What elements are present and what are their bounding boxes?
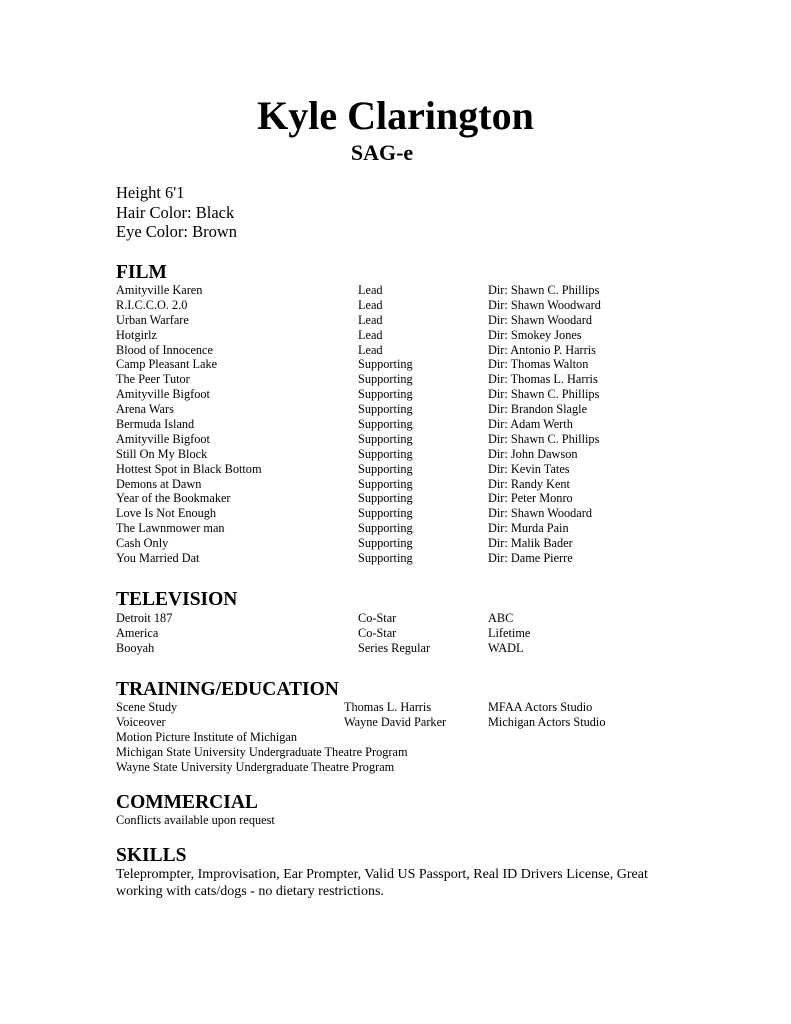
stat-hair-color: Hair Color: Black [116,202,235,222]
film-title: Bermuda Island [116,417,195,432]
union-status: SAG-e [350,140,414,165]
film-role: Supporting [358,431,413,446]
television-role: Co-Star [358,611,397,625]
film-title: Hottest Spot in Black Bottom [116,461,262,476]
television-heading: TELEVISION [116,589,238,610]
film-title: Amityville Karen [116,283,203,297]
television-title: America [116,625,159,640]
film-title: Hotgirlz [116,327,157,342]
film-role: Supporting [358,536,413,551]
film-director: Dir: Kevin Tates [488,461,570,476]
film-role: Supporting [358,506,413,521]
training-course: Voiceover [116,714,166,729]
television-role: Co-Star [358,625,397,640]
film-title: The Peer Tutor [116,372,190,387]
film-director: Dir: Malik Bader [488,536,573,551]
film-title: Camp Pleasant Lake [116,357,218,372]
film-role: Lead [358,312,383,327]
film-director: Dir: Antonio P. Harris [488,342,596,357]
training-heading: TRAINING/EDUCATION [116,679,339,700]
film-role: Supporting [358,551,413,566]
film-role: Supporting [358,446,413,461]
film-role: Supporting [358,417,413,432]
film-title: Year of the Bookmaker [116,491,231,506]
film-title: You Married Dat [116,551,200,566]
television-title: Booyah [116,640,155,655]
film-title: Amityville Bigfoot [116,431,210,446]
stat-height: Height 6'1 [116,183,185,202]
commercial-heading: COMMERCIAL [116,792,258,813]
television-role: Series Regular [358,640,431,655]
training-additional [116,730,408,775]
training-line: Wayne State University Undergraduate Theatre Program [116,759,395,774]
film-director: Dir: Shawn Woodard [488,506,592,521]
training-line: Michigan State University Undergraduate Theatre Program [116,744,408,759]
training-instructor: Wayne David Parker [344,714,447,729]
film-director: Dir: Shawn C. Phillips [488,387,600,402]
film-title: Love Is Not Enough [116,506,217,521]
film-role: Lead [358,283,383,297]
commercial-text: Conflicts available upon request [116,813,275,827]
film-title: R.I.C.C.O. 2.0 [116,297,188,312]
film-role: Lead [358,342,383,357]
skills-text: Teleprompter, Improvisation, Ear Prompter, Valid US Passport, Real ID Drivers License, Great working with cats/dogs - no dietary restrictions. [116,867,648,899]
film-role: Supporting [358,521,413,536]
television-network: ABC [488,611,514,625]
film-director: Dir: John Dawson [488,446,578,461]
film-title: Blood of Innocence [116,342,213,357]
film-heading: FILM [116,262,167,283]
film-role: Supporting [358,402,413,417]
film-director: Dir: Thomas L. Harris [488,372,598,387]
film-director: Dir: Thomas Walton [488,357,589,372]
film-role: Supporting [358,476,413,491]
film-director: Dir: Smokey Jones [488,327,582,342]
film-role: Supporting [358,491,413,506]
training-course: Scene Study [116,700,178,714]
training-instructor: Thomas L. Harris [344,700,432,714]
film-director: Dir: Shawn Woodward [488,297,601,312]
training-line: Motion Picture Institute of Michigan [116,730,298,744]
film-director: Dir: Shawn C. Phillips [488,283,600,297]
film-title: Urban Warfare [116,312,189,327]
film-director: Dir: Brandon Slagle [488,402,588,417]
film-role: Lead [358,297,383,312]
film-role: Supporting [358,372,413,387]
film-director: Dir: Dame Pierre [488,551,573,566]
film-director: Dir: Adam Werth [488,417,573,432]
film-director: Dir: Peter Monro [488,491,573,506]
film-title: Cash Only [116,536,169,551]
film-director: Dir: Shawn C. Phillips [488,431,600,446]
training-institution: Michigan Actors Studio [488,714,606,729]
television-network: WADL [488,640,524,655]
film-role: Supporting [358,461,413,476]
physical-stats [116,183,237,242]
film-role: Lead [358,327,383,342]
film-director: Dir: Murda Pain [488,521,569,536]
stat-eye-color: Eye Color: Brown [116,222,237,241]
film-director: Dir: Shawn Woodard [488,312,592,327]
film-director: Dir: Randy Kent [488,476,570,491]
skills-heading: SKILLS [116,845,187,866]
film-title: Demons at Dawn [116,476,202,491]
film-title: Still On My Block [116,446,208,461]
film-title: Amityville Bigfoot [116,387,210,402]
film-role: Supporting [358,357,413,372]
actor-name: Kyle Clarington [257,93,534,138]
film-role: Supporting [358,387,413,402]
training-institution: MFAA Actors Studio [488,700,593,714]
film-title: Arena Wars [116,402,174,417]
television-title: Detroit 187 [116,611,173,625]
film-title: The Lawnmower man [116,521,225,536]
television-network: Lifetime [488,625,531,640]
